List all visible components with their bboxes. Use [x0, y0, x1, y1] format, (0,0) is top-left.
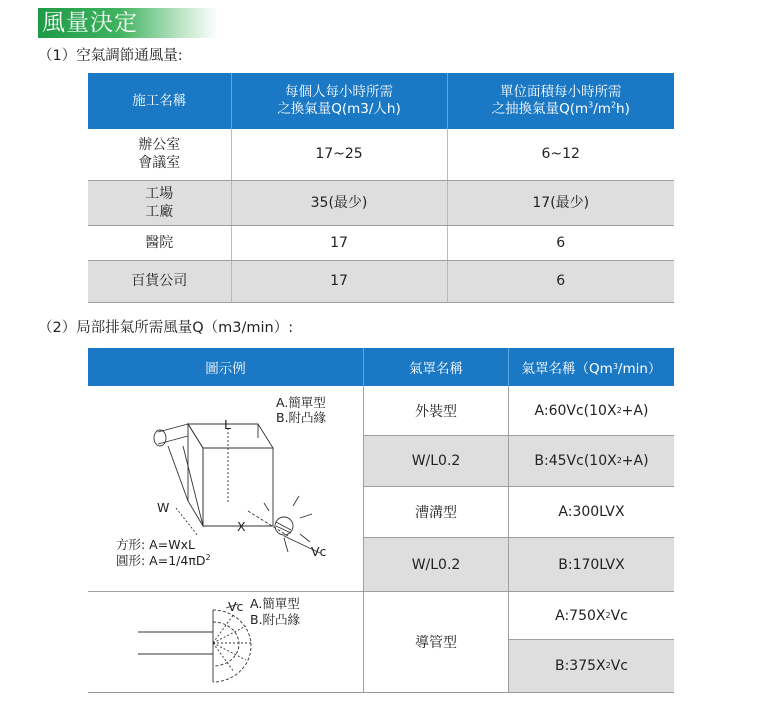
section2-label: （2）局部排氣所需風量Q（m3/min）:	[38, 320, 294, 336]
row-per-area: 6~12	[447, 129, 674, 180]
formula: B:375X 2 Vc	[509, 640, 674, 693]
row-per-area: 6	[447, 225, 674, 260]
section1-label: （1）空氣調節通風量:	[38, 48, 183, 64]
label-Vc: Vc	[311, 544, 327, 559]
diagram1-type-a: A.簡單型	[276, 395, 326, 410]
formula: A:300LVX	[509, 487, 674, 538]
hood-name: W/L0.2	[364, 538, 509, 592]
table-row	[88, 180, 674, 225]
row-per-area: 17(最少)	[447, 180, 674, 225]
formula: B:170LVX	[509, 538, 674, 592]
round-formula: 圓形: $A=1/4\pi D^2$	[116, 552, 211, 568]
square-formula: 方形: A=WxL	[116, 537, 195, 552]
row-per-person: 17	[231, 260, 447, 302]
table-row	[88, 129, 674, 180]
duct-hood-diagram	[88, 592, 364, 693]
row-name: 工場 工廠	[88, 180, 231, 225]
row-name: 辦公室 會議室	[88, 129, 231, 180]
formula: B:45Vc(10X 2 +A)	[509, 436, 674, 487]
ventilation-table	[88, 73, 674, 303]
diagram2-type-a: A.簡單型	[250, 596, 300, 611]
formula: A:60Vc(10X 2 +A)	[509, 386, 674, 436]
diagram2-Vc: Vc	[228, 599, 244, 614]
label-X: X	[237, 519, 246, 534]
formula: A:750X 2 Vc	[509, 592, 674, 640]
table-header-row	[88, 73, 674, 129]
label-W: W	[157, 500, 170, 515]
row-per-person: 35(最少)	[231, 180, 447, 225]
row-per-area: 6	[447, 260, 674, 302]
label-L: L	[224, 417, 231, 432]
row-name: 醫院	[88, 225, 231, 260]
hood-name: 導管型	[364, 592, 509, 693]
diagram2-type-b: B.附凸緣	[250, 612, 301, 627]
hood-name: 外裝型	[364, 386, 509, 436]
header-per-person: 每個人每小時所需 之換氣量Q(m3/人h)	[231, 73, 447, 129]
header-construction-name: 施工名稱	[88, 73, 231, 129]
header-formula: 氣罩名稱（Qm 3 /min）	[509, 348, 674, 386]
row-name: 百貨公司	[88, 260, 231, 302]
diagram1-type-b: B.附凸緣	[276, 410, 327, 425]
table-row	[88, 260, 674, 302]
hood-name: W/L0.2	[364, 436, 509, 487]
hood-name: 漕溝型	[364, 487, 509, 538]
page-title: 風量決定	[42, 10, 138, 36]
header-per-area: 單位面積每小時所需 之抽換氣量$Q(m^3/m^2h)$	[447, 73, 674, 129]
exhaust-table	[88, 348, 674, 693]
header-diagram: 圖示例	[88, 348, 364, 386]
row-per-person: 17	[231, 225, 447, 260]
table-row	[88, 225, 674, 260]
header-hood-name: 氣罩名稱	[364, 348, 509, 386]
row-per-person: 17~25	[231, 129, 447, 180]
